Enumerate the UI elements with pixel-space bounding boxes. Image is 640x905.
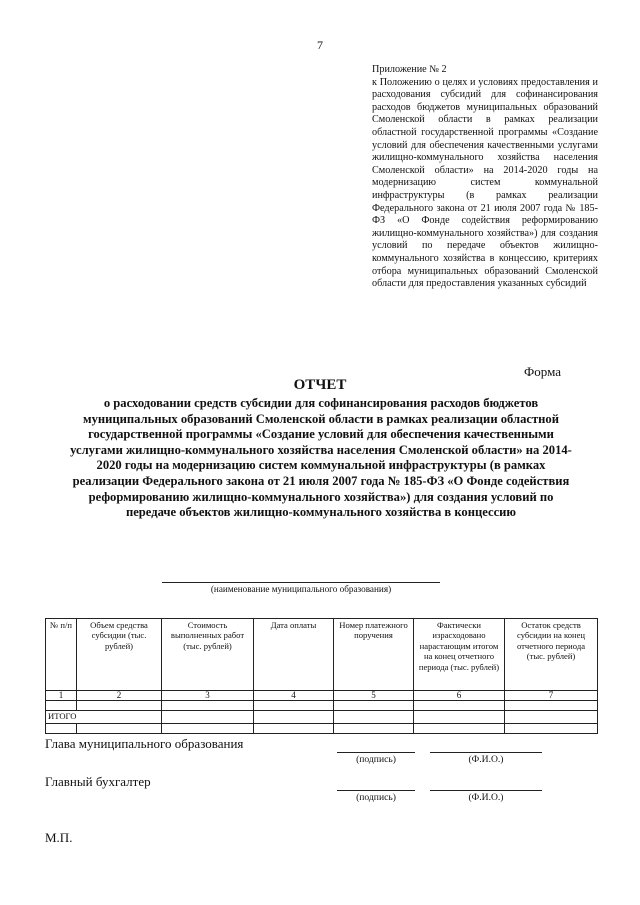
column-number-cell: 6 — [414, 691, 505, 701]
table-cell — [254, 724, 334, 734]
table-cell — [254, 701, 334, 711]
table-cell — [414, 711, 505, 724]
total-label: ИТОГО — [46, 711, 162, 724]
page-number: 7 — [317, 38, 323, 52]
accountant-signature-label: Главный бухгалтер — [45, 774, 151, 789]
report-table — [45, 618, 598, 734]
column-number-cell: 3 — [162, 691, 254, 701]
signature-caption: (подпись) — [356, 792, 396, 803]
appendix-block — [372, 64, 598, 291]
column-number-row — [46, 691, 598, 701]
head-name-line — [430, 752, 542, 753]
municipality-caption: (наименование муниципального образования) — [210, 584, 392, 594]
accountant-signature-line — [337, 790, 415, 791]
table-cell — [505, 711, 598, 724]
header-cell: Объем средства субсидии (тыс. рублей) — [77, 619, 162, 691]
table-cell — [254, 711, 334, 724]
table-cell — [505, 724, 598, 734]
header-cell: Стоимость выполненных работ (тыс. рублей) — [162, 619, 254, 691]
table-row — [46, 724, 598, 734]
stamp-label: М.П. — [45, 830, 73, 845]
column-number-cell: 5 — [334, 691, 414, 701]
table-cell — [162, 711, 254, 724]
header-cell: Номер платежного поручения — [334, 619, 414, 691]
header-cell: № п/п — [46, 619, 77, 691]
name-caption: (Ф.И.О.) — [468, 792, 504, 803]
table-cell — [505, 701, 598, 711]
municipality-name-line — [162, 582, 440, 583]
column-number-cell: 4 — [254, 691, 334, 701]
appendix-text: к Положению о целях и условиях предоставления и расходования субсидий для софинансирования расходов бюджетов муниципальных образований Смоленской области в рамках реализации областной государственной программы «Создание условий для обеспечения качественными услугами жилищно-коммунального хозяйства населения Смоленской области» на 2014-2020 годы на модернизацию систем коммунальной инфраструктуры (в рамках реализации Федерального закона от 21 июля 2007 года № 185-ФЗ «О Фонде содействия реформированию жилищно-коммунального хозяйства») для создания условий по передаче объектов жилищно-коммунального хозяйства в концессию, критериях отбора муниципальных образований Смоленской области для предоставления указанных субсидий — [372, 76, 598, 290]
table-cell — [162, 701, 254, 711]
head-signature-line — [337, 752, 415, 753]
header-cell: Дата оплаты — [254, 619, 334, 691]
header-cell: Остаток средств субсидии на конец отчетного периода (тыс. рублей) — [505, 619, 598, 691]
signature-caption: (подпись) — [356, 754, 396, 765]
table-cell — [414, 724, 505, 734]
column-number-cell: 1 — [46, 691, 77, 701]
table-cell — [334, 724, 414, 734]
table-header-row — [46, 619, 598, 691]
head-signature-label: Глава муниципального образования — [45, 736, 244, 751]
column-number-cell: 2 — [77, 691, 162, 701]
report-subtitle: о расходовании средств субсидии для софинансирования расходов бюджетов муниципальных образований Смоленской области в рамках реализации областной государственной программы «Создание условий для обеспечения качественными услугами жилищно-коммунального хозяйства населения Смоленской области» на 2014-2020 годы на модернизацию систем коммунальной инфраструктуры (в рамках реализации Федерального закона от 21 июля 2007 года № 185-ФЗ «О Фонде содействия реформированию жилищно-коммунального хозяйства») для создания условий по передаче объектов жилищно-коммунального хозяйства в концессию — [70, 396, 572, 520]
name-caption: (Ф.И.О.) — [468, 754, 504, 765]
appendix-title: Приложение № 2 — [372, 64, 447, 75]
accountant-name-line — [430, 790, 542, 791]
table-cell — [334, 711, 414, 724]
table-cell — [46, 701, 77, 711]
form-label: Форма — [524, 364, 561, 379]
header-cell: Фактически израсходовано нарастающим итогом на конец отчетного периода (тыс. рублей) — [414, 619, 505, 691]
table-cell — [334, 701, 414, 711]
table-cell — [77, 724, 162, 734]
total-row — [46, 711, 598, 724]
table-cell — [46, 724, 77, 734]
table-row — [46, 701, 598, 711]
report-title: ОТЧЕТ — [293, 377, 347, 393]
table-cell — [162, 724, 254, 734]
table-cell — [414, 701, 505, 711]
column-number-cell: 7 — [505, 691, 598, 701]
table-cell — [77, 701, 162, 711]
